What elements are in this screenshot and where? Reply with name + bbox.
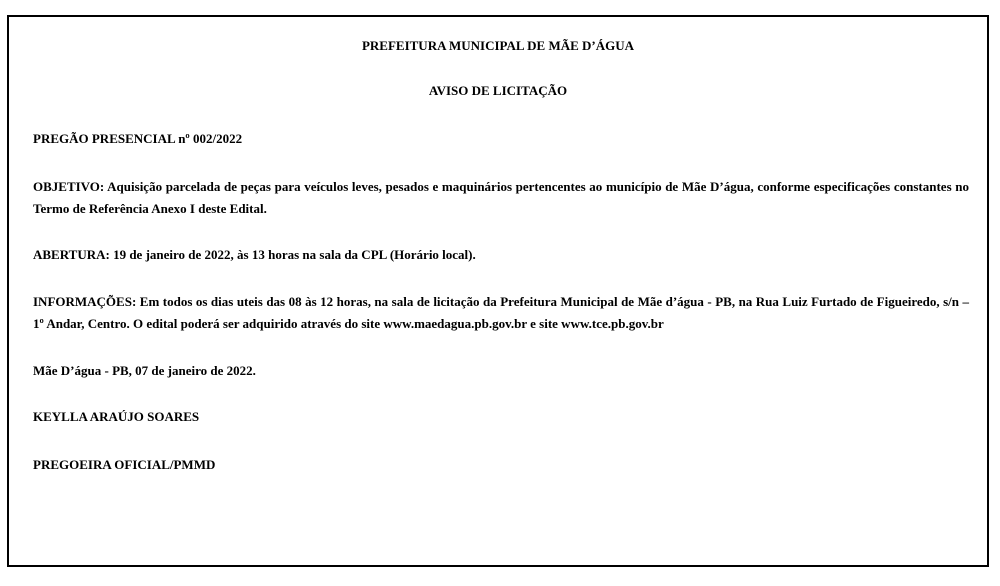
notice-frame — [7, 15, 989, 567]
signatory-role: PREGOEIRA OFICIAL/PMMD — [33, 457, 216, 472]
org-name-heading: PREFEITURA MUNICIPAL DE MÃE D’ÁGUA — [361, 38, 635, 53]
abertura-paragraph: ABERTURA: 19 de janeiro de 2022, às 13 horas na sala da CPL (Horário local). — [33, 247, 476, 262]
objetivo-paragraph: OBJETIVO: Aquisição parcelada de peças para veículos leves, pesados e maquinários pertencentes ao município de Mãe D’água, conforme especificações constantes no Termo de Referência Anexo I deste Edital. — [33, 179, 969, 216]
informacoes-paragraph: INFORMAÇÕES: Em todos os dias uteis das 08 às 12 horas, na sala de licitação da Prefeitura Municipal de Mãe d’água - PB, na Rua Luiz Furtado de Figueiredo, s/n – 1º Andar, Centro. O edital poderá ser adquirido através do site www.maedagua.pb.gov.br e site www.tce.pb.gov.br — [33, 294, 969, 331]
signatory-name: KEYLLA ARAÚJO SOARES — [33, 409, 200, 424]
notice-title-heading: AVISO DE LICITAÇÃO — [428, 83, 568, 98]
pregao-number: PREGÃO PRESENCIAL nº 002/2022 — [33, 131, 243, 146]
place-date-line: Mãe D’água - PB, 07 de janeiro de 2022. — [33, 363, 256, 378]
